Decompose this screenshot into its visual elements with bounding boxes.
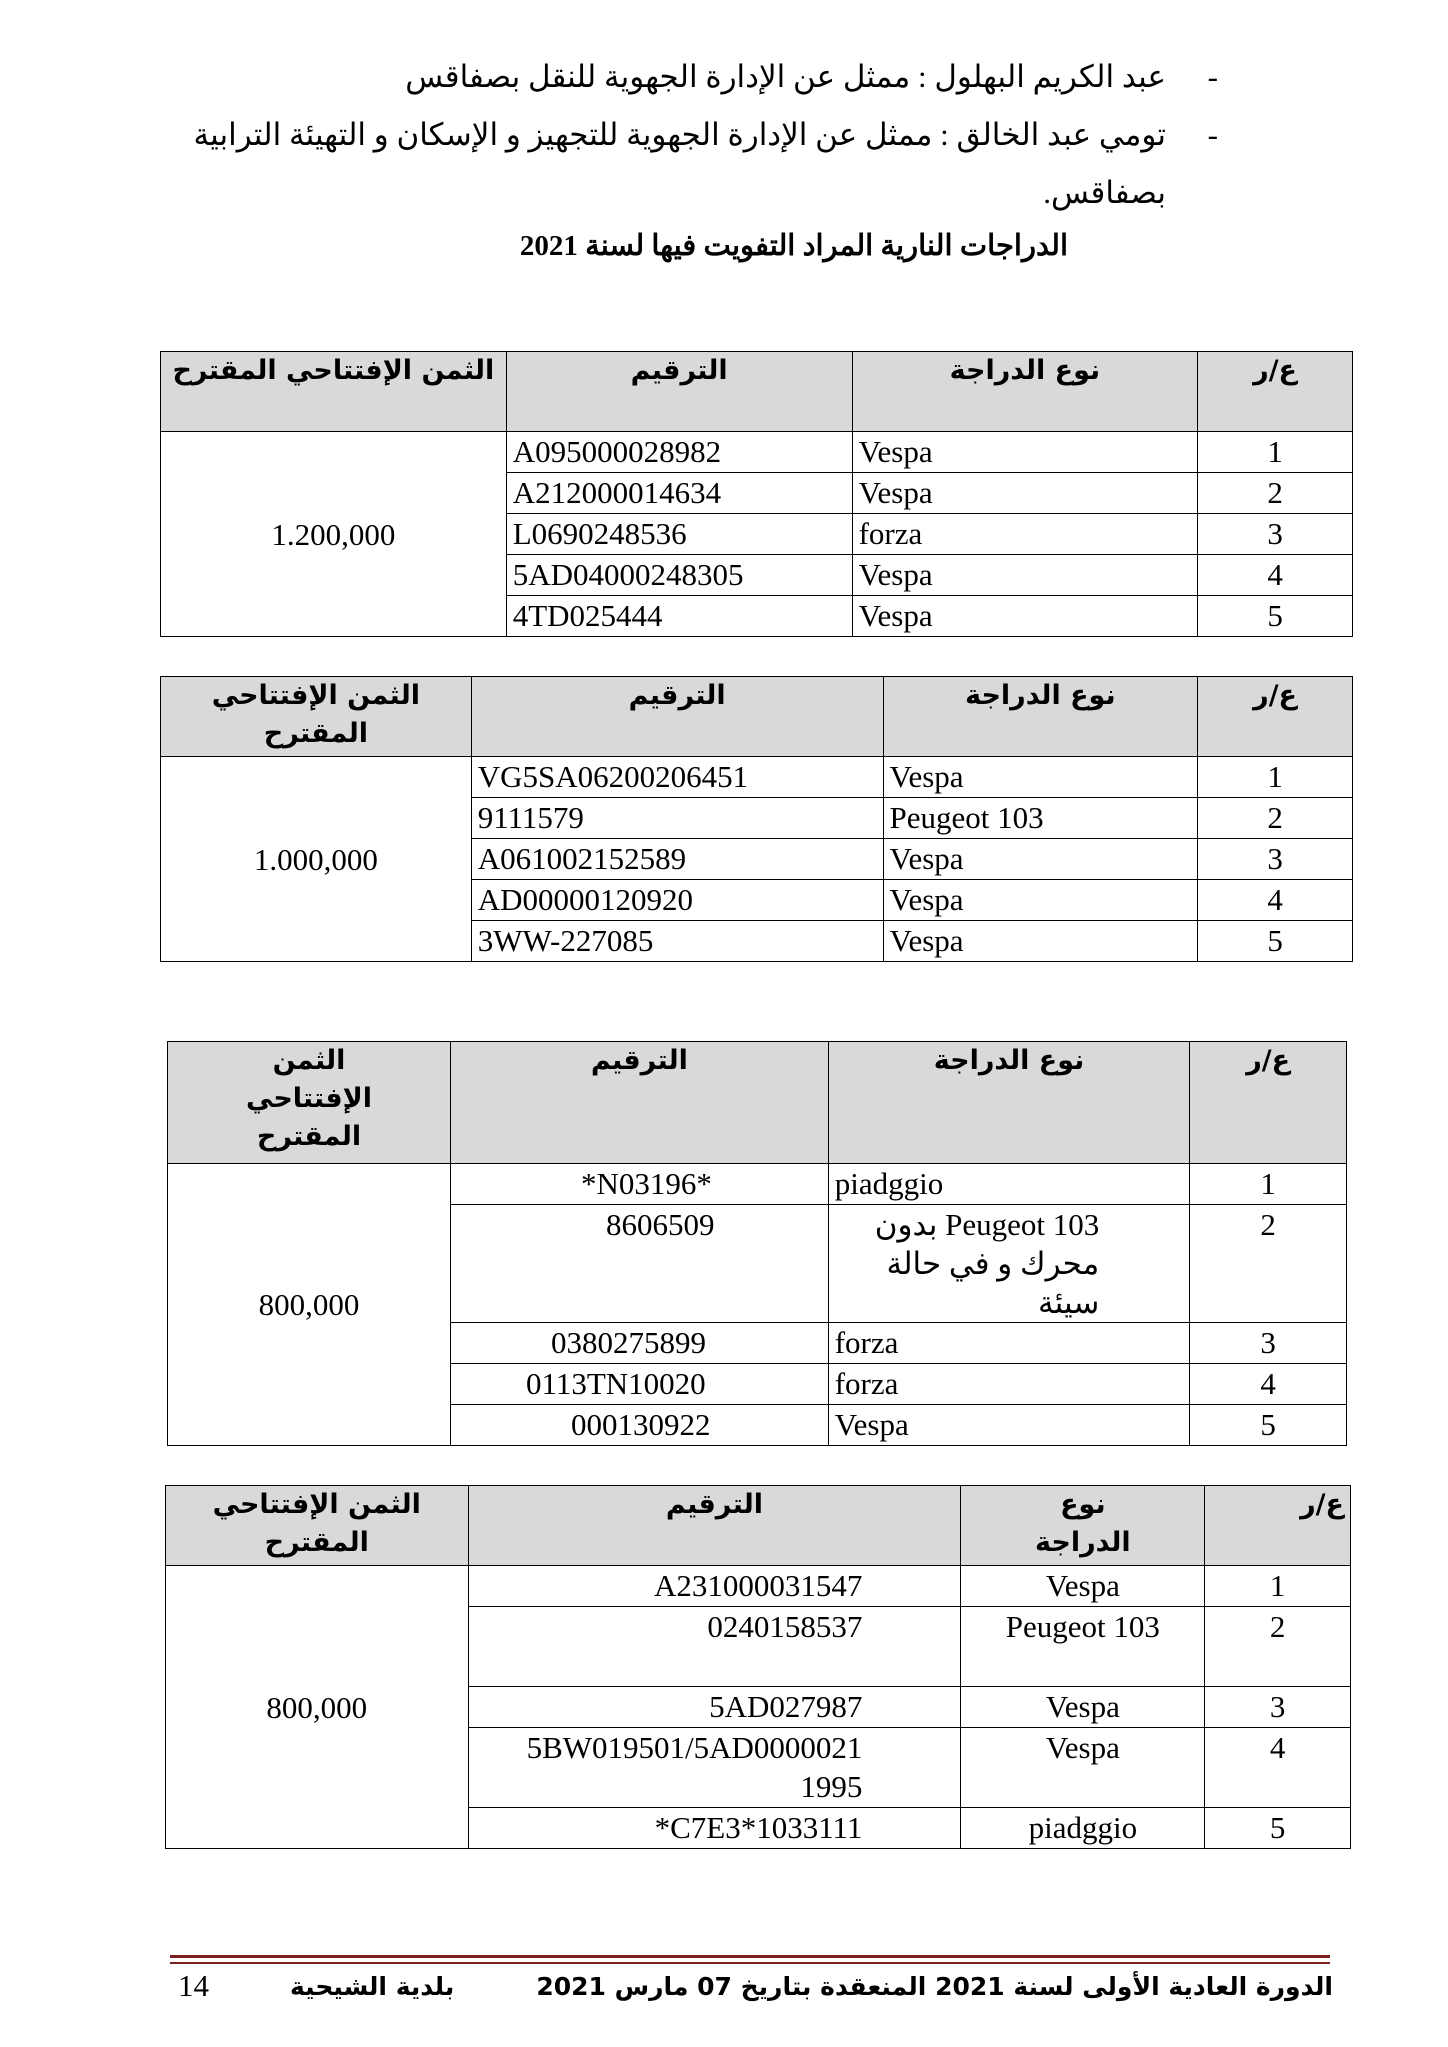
cell-num: 5 (1198, 921, 1353, 962)
cell-type: Vespa (883, 757, 1198, 798)
header-num: ع/ر (1205, 1486, 1351, 1566)
header-price: الثمن الإفتتاحي المقترح (161, 677, 472, 757)
cell-num: 3 (1198, 514, 1353, 555)
header-reg: الترقيم (471, 677, 883, 757)
motorcycles-table-1 (160, 351, 1353, 637)
cell-reg: 5BW019501/5AD0000021 1995 (468, 1728, 961, 1808)
cell-type: piadggio (961, 1808, 1205, 1849)
header-num: ع/ر (1198, 677, 1353, 757)
cell-type: Vespa (961, 1728, 1205, 1808)
cell-type: Vespa (883, 921, 1198, 962)
cell-num: 1 (1198, 432, 1353, 473)
bullet-dash: - (1207, 59, 1218, 94)
attendee-item (158, 48, 1218, 106)
header-reg: الترقيم (506, 352, 852, 432)
cell-type: Vespa (852, 596, 1198, 637)
cell-reg: *N03196* (451, 1164, 829, 1205)
header-type: نوع الدراجة (961, 1486, 1205, 1566)
cell-reg: A061002152589 (471, 839, 883, 880)
cell-type: Vespa (852, 473, 1198, 514)
table-header-row (161, 352, 1353, 432)
cell-reg: AD00000120920 (471, 880, 883, 921)
cell-reg: 3WW-227085 (471, 921, 883, 962)
cell-type: forza (828, 1323, 1190, 1364)
cell-num: 2 (1198, 473, 1353, 514)
cell-reg: 0113TN10020 (451, 1364, 829, 1405)
cell-type: forza (828, 1364, 1190, 1405)
cell-reg: 9111579 (471, 798, 883, 839)
header-reg: الترقيم (451, 1042, 829, 1164)
motorcycles-table-3 (167, 1041, 1347, 1446)
cell-num: 1 (1190, 1164, 1347, 1205)
cell-num: 1 (1205, 1566, 1351, 1607)
cell-reg: 5AD027987 (468, 1687, 961, 1728)
footer-municipality: بلدية الشيحية (290, 1972, 455, 2001)
cell-reg: 000130922 (451, 1405, 829, 1446)
cell-price: 1.200,000 (161, 432, 507, 637)
attendees-list (158, 48, 1218, 222)
cell-reg: 5AD04000248305 (506, 555, 852, 596)
cell-num: 3 (1190, 1323, 1347, 1364)
cell-type: Vespa (883, 839, 1198, 880)
cell-type: Peugeot 103 بدون محرك و في حالة سيئة (828, 1205, 1190, 1323)
attendee-text: تومي عبد الخالق : ممثل عن الإدارة الجهوية للتجهيز و الإسكان و التهيئة الترابية بصفاقس. (193, 117, 1166, 210)
cell-reg: A212000014634 (506, 473, 852, 514)
cell-reg: VG5SA06200206451 (471, 757, 883, 798)
cell-reg: L0690248536 (506, 514, 852, 555)
cell-num: 2 (1198, 798, 1353, 839)
cell-num: 3 (1205, 1687, 1351, 1728)
cell-reg: 0380275899 (451, 1323, 829, 1364)
cell-type: piadggio (828, 1164, 1190, 1205)
table-header-row (161, 677, 1353, 757)
motorcycles-table-4 (165, 1485, 1351, 1849)
attendee-text: عبد الكريم البهلول : ممثل عن الإدارة الجهوية للنقل بصفاقس (405, 59, 1166, 94)
attendee-item (158, 106, 1218, 222)
footer-divider (170, 1962, 1330, 1964)
cell-num: 5 (1190, 1405, 1347, 1446)
cell-num: 4 (1198, 880, 1353, 921)
motorcycles-table-2 (160, 676, 1353, 962)
table-row (168, 1164, 1347, 1205)
cell-type: Peugeot 103 (883, 798, 1198, 839)
header-price: الثمن الإفتتاحي المقترح (168, 1042, 451, 1164)
cell-type: Vespa (961, 1687, 1205, 1728)
cell-reg: 0240158537 (468, 1607, 961, 1687)
header-num: ع/ر (1198, 352, 1353, 432)
header-type: نوع الدراجة (828, 1042, 1190, 1164)
cell-num: 1 (1198, 757, 1353, 798)
table-header-row (168, 1042, 1347, 1164)
header-price: الثمن الإفتتاحي المقترح (161, 352, 507, 432)
cell-num: 5 (1198, 596, 1353, 637)
cell-num: 4 (1198, 555, 1353, 596)
header-price: الثمن الإفتتاحي المقترح (166, 1486, 469, 1566)
cell-type: Vespa (852, 555, 1198, 596)
cell-reg: A231000031547 (468, 1566, 961, 1607)
cell-type: Vespa (852, 432, 1198, 473)
cell-type: Peugeot 103 (961, 1607, 1205, 1687)
header-num: ع/ر (1190, 1042, 1347, 1164)
cell-type: Vespa (883, 880, 1198, 921)
cell-num: 3 (1198, 839, 1353, 880)
cell-num: 4 (1205, 1728, 1351, 1808)
cell-num: 2 (1190, 1205, 1347, 1323)
cell-num: 4 (1190, 1364, 1347, 1405)
header-type: نوع الدراجة (852, 352, 1198, 432)
cell-reg: A095000028982 (506, 432, 852, 473)
cell-price: 1.000,000 (161, 757, 472, 962)
cell-reg: C7E3*1033111* (468, 1808, 961, 1849)
cell-price: 800,000 (168, 1164, 451, 1446)
cell-reg: 8606509 (451, 1205, 829, 1323)
table-row (161, 432, 1353, 473)
cell-type: Vespa (828, 1405, 1190, 1446)
section-title: الدراجات النارية المراد التفويت فيها لسنة 2021 (519, 230, 1069, 262)
bullet-dash: - (1207, 117, 1218, 152)
table-row (166, 1566, 1351, 1607)
page-number: 14 (178, 1968, 209, 2003)
cell-num: 2 (1205, 1607, 1351, 1687)
footer-session-text: الدورة العادية الأولى لسنة 2021 المنعقدة بتاريخ 07 مارس 2021 (536, 1972, 1333, 2001)
cell-type: Vespa (961, 1566, 1205, 1607)
table-row (161, 757, 1353, 798)
cell-num: 5 (1205, 1808, 1351, 1849)
header-type: نوع الدراجة (883, 677, 1198, 757)
cell-price: 800,000 (166, 1566, 469, 1849)
footer-divider (170, 1955, 1330, 1958)
header-reg: الترقيم (468, 1486, 961, 1566)
table-header-row (166, 1486, 1351, 1566)
cell-type: forza (852, 514, 1198, 555)
cell-reg: 4TD025444 (506, 596, 852, 637)
